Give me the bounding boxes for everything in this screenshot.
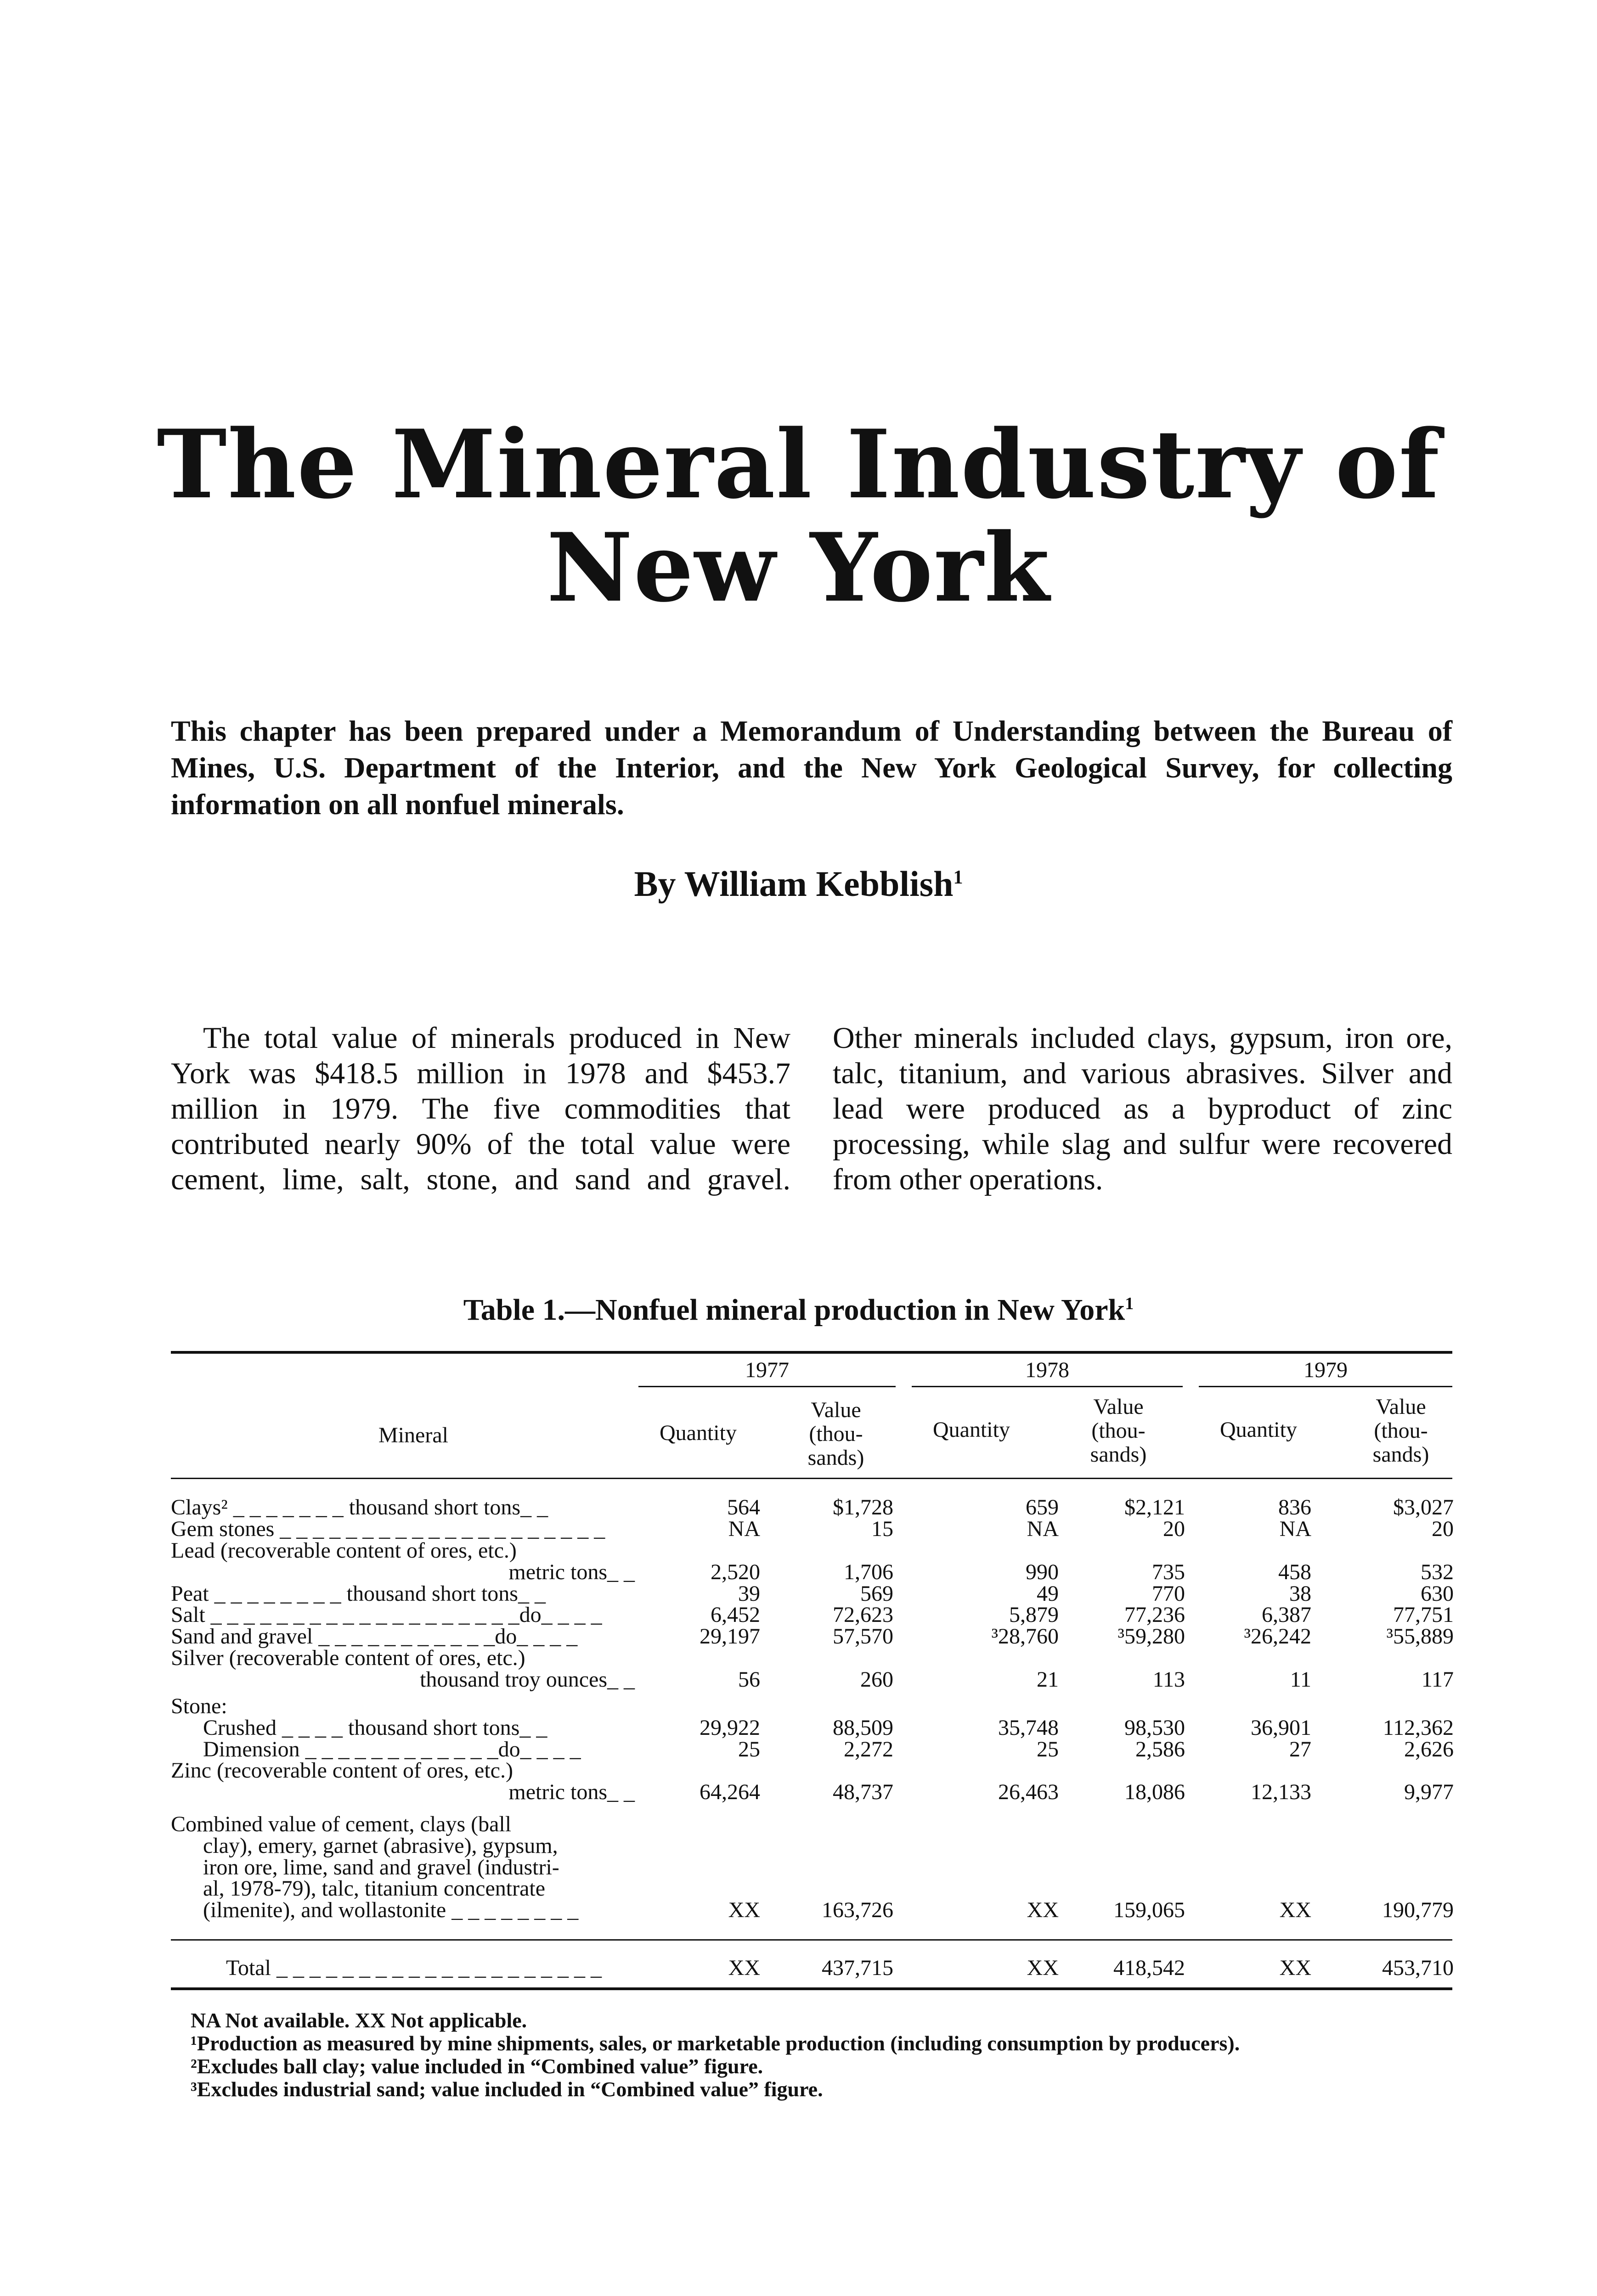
column-value-label: (thou- bbox=[1374, 1418, 1428, 1443]
value-cell-q77: 64,264 bbox=[700, 1780, 760, 1804]
mineral-cell: thousand troy ounces_ _ bbox=[420, 1667, 635, 1692]
table-row bbox=[171, 1812, 1452, 1835]
table-header-rule bbox=[171, 1478, 1452, 1479]
byline bbox=[0, 863, 1597, 905]
value-cell-v77: 569 bbox=[860, 1581, 893, 1606]
value-cell-q77: 25 bbox=[738, 1737, 760, 1761]
value-cell-q77: NA bbox=[728, 1517, 760, 1541]
column-value-label: Value bbox=[1376, 1395, 1426, 1419]
table-row bbox=[171, 1897, 1452, 1920]
mineral-cell: Peat _ _ _ _ _ _ _ _ thousand short tons_ _ bbox=[171, 1581, 546, 1606]
value-cell-v78: 98,530 bbox=[1124, 1716, 1185, 1740]
value-cell-v79: $3,027 bbox=[1393, 1495, 1454, 1519]
year-1977: 1977 bbox=[745, 1358, 789, 1382]
value-cell-v78: 20 bbox=[1163, 1517, 1185, 1541]
table-row bbox=[171, 1645, 1452, 1668]
value-cell-v78: 159,065 bbox=[1113, 1898, 1185, 1922]
mineral-cell: metric tons_ _ bbox=[508, 1780, 635, 1804]
value-cell-q77: 29,197 bbox=[700, 1624, 760, 1649]
value-cell-v78: 113 bbox=[1152, 1667, 1185, 1692]
table-title-footnote: 1 bbox=[1125, 1294, 1134, 1313]
chapter-title bbox=[0, 410, 1597, 623]
value-cell-q78: 25 bbox=[1037, 1737, 1059, 1761]
column-quantity-1979: Quantity bbox=[1220, 1418, 1297, 1442]
mineral-cell: metric tons_ _ bbox=[508, 1560, 635, 1584]
chapter-title-line-2: New York bbox=[547, 513, 1050, 623]
value-cell-v77: $1,728 bbox=[833, 1495, 893, 1519]
value-cell-v79: 2,626 bbox=[1404, 1737, 1454, 1761]
intro-statement: This chapter has been prepared under a Memorandum of Understanding between the Bureau of Mines, U.S. Department of the Interior, and the New York Geological Survey, for collecting information on all nonfuel minerals. bbox=[171, 715, 1452, 821]
table-row bbox=[171, 1715, 1452, 1738]
mineral-cell: Lead (recoverable content of ores, etc.) bbox=[171, 1538, 517, 1563]
mineral-cell: Clays² _ _ _ _ _ _ _ thousand short tons_ _ bbox=[171, 1495, 548, 1519]
value-cell-v77: 88,509 bbox=[833, 1716, 893, 1740]
value-cell-q77: 56 bbox=[738, 1667, 760, 1692]
value-cell-v77: 48,737 bbox=[833, 1780, 893, 1804]
column-value-label: sands) bbox=[807, 1446, 864, 1470]
table-row bbox=[171, 1581, 1452, 1604]
mineral-cell: Gem stones _ _ _ _ _ _ _ _ _ _ _ _ _ _ _ _ _ _ _ _ bbox=[171, 1517, 605, 1541]
year-1979: 1979 bbox=[1304, 1358, 1348, 1382]
footnote-1: ¹Production as measured by mine shipments, sales, or marketable production (including consumption by producers). bbox=[191, 2032, 1240, 2055]
chapter-title-line-1: The Mineral Industry of bbox=[157, 410, 1440, 520]
value-cell-q79: 6,387 bbox=[1262, 1603, 1311, 1627]
table-row bbox=[171, 1559, 1452, 1582]
table-row bbox=[171, 1538, 1452, 1561]
column-value-1979 bbox=[1350, 1395, 1451, 1467]
table-row bbox=[171, 1602, 1452, 1625]
value-cell-q79: XX bbox=[1279, 1898, 1311, 1922]
column-quantity-1978: Quantity bbox=[933, 1418, 1010, 1442]
value-cell-q78: 49 bbox=[1037, 1581, 1059, 1606]
value-cell-v78: 77,236 bbox=[1124, 1603, 1185, 1627]
table-row bbox=[171, 1779, 1452, 1802]
table-row bbox=[171, 1833, 1452, 1856]
value-cell-v79: 9,977 bbox=[1404, 1780, 1454, 1804]
value-cell-q79: 11 bbox=[1290, 1667, 1311, 1692]
value-cell-q79: 27 bbox=[1289, 1737, 1311, 1761]
value-cell-q78: 5,879 bbox=[1009, 1603, 1059, 1627]
value-cell-q78: NA bbox=[1027, 1517, 1059, 1541]
value-cell-v79: 190,779 bbox=[1382, 1898, 1454, 1922]
table-row bbox=[171, 1667, 1452, 1690]
column-value-label: (thou- bbox=[809, 1422, 863, 1446]
table-row bbox=[171, 1876, 1452, 1899]
value-cell-q77: 39 bbox=[738, 1581, 760, 1606]
total-cell-v77: 437,715 bbox=[822, 1956, 893, 1980]
year-1979-rule bbox=[1199, 1386, 1452, 1387]
mineral-cell: Silver (recoverable content of ores, etc.) bbox=[171, 1646, 525, 1670]
value-cell-v77: 260 bbox=[860, 1667, 893, 1692]
value-cell-v79: 77,751 bbox=[1393, 1603, 1454, 1627]
table-bottom-rule bbox=[171, 1987, 1452, 1990]
total-cell-q78: XX bbox=[1027, 1956, 1059, 1980]
value-cell-q77: 29,922 bbox=[700, 1716, 760, 1740]
total-cell-q77: XX bbox=[728, 1956, 760, 1980]
body-text bbox=[171, 1020, 1452, 1197]
footnotes bbox=[191, 2009, 1467, 2101]
table-row bbox=[171, 1516, 1452, 1539]
column-value-label: Value bbox=[811, 1398, 861, 1422]
value-cell-q79: ³26,242 bbox=[1244, 1624, 1311, 1649]
value-cell-v79: 117 bbox=[1421, 1667, 1454, 1692]
total-cell-v78: 418,542 bbox=[1113, 1956, 1185, 1980]
value-cell-q78: 21 bbox=[1037, 1667, 1059, 1692]
mineral-cell: Crushed _ _ _ _ thousand short tons_ _ bbox=[203, 1716, 547, 1740]
mineral-cell: Salt _ _ _ _ _ _ _ _ _ _ _ _ _ _ _ _ _ _ _do_ _ _ _ bbox=[171, 1603, 602, 1627]
value-cell-q77: 564 bbox=[727, 1495, 760, 1519]
value-cell-v79: ³55,889 bbox=[1386, 1624, 1454, 1649]
author-name: By William Kebblish bbox=[634, 864, 954, 904]
year-1977-rule bbox=[638, 1386, 896, 1387]
year-1978-rule bbox=[912, 1386, 1183, 1387]
table-row bbox=[171, 1624, 1452, 1647]
mineral-cell: Zinc (recoverable content of ores, etc.) bbox=[171, 1758, 513, 1783]
column-value-label: sands) bbox=[1372, 1442, 1429, 1467]
total-label: Total _ _ _ _ _ _ _ _ _ _ _ _ _ _ _ _ _ _ _ _ bbox=[226, 1956, 602, 1980]
column-value-label: Value bbox=[1093, 1395, 1144, 1419]
footnote-3: ³Excludes industrial sand; value included in “Combined value” figure. bbox=[191, 2077, 823, 2101]
value-cell-v78: 735 bbox=[1152, 1560, 1185, 1584]
table-row bbox=[171, 1694, 1452, 1716]
value-cell-q78: 990 bbox=[1026, 1560, 1059, 1584]
value-cell-q77: 6,452 bbox=[711, 1603, 760, 1627]
mineral-cell: Sand and gravel _ _ _ _ _ _ _ _ _ _ _do_ _ _ _ bbox=[171, 1624, 578, 1649]
footnote-2: ²Excludes ball clay; value included in “Combined value” figure. bbox=[191, 2054, 763, 2078]
total-cell-v79: 453,710 bbox=[1382, 1956, 1454, 1980]
table-row bbox=[171, 1758, 1452, 1781]
value-cell-v77: 72,623 bbox=[833, 1603, 893, 1627]
value-cell-q79: 12,133 bbox=[1251, 1780, 1311, 1804]
value-cell-q79: 458 bbox=[1278, 1560, 1311, 1584]
value-cell-q79: 836 bbox=[1278, 1495, 1311, 1519]
value-cell-v78: 2,586 bbox=[1135, 1737, 1185, 1761]
column-value-1977 bbox=[785, 1398, 886, 1470]
mineral-cell: Dimension _ _ _ _ _ _ _ _ _ _ _ _do_ _ _ _ bbox=[203, 1737, 581, 1761]
value-cell-v77: 2,272 bbox=[844, 1737, 893, 1761]
mineral-cell: iron ore, lime, sand and gravel (industri- bbox=[203, 1855, 559, 1880]
table-title bbox=[0, 1293, 1597, 1328]
total-top-rule bbox=[171, 1939, 1452, 1941]
mineral-cell: (ilmenite), and wollastonite _ _ _ _ _ _ _ _ bbox=[203, 1898, 579, 1922]
value-cell-q79: NA bbox=[1279, 1517, 1311, 1541]
value-cell-q79: 38 bbox=[1289, 1581, 1311, 1606]
table-row bbox=[171, 1495, 1452, 1518]
column-value-label: (thou- bbox=[1091, 1418, 1146, 1443]
column-mineral: Mineral bbox=[378, 1423, 448, 1447]
table-top-rule bbox=[171, 1351, 1452, 1354]
body-paragraph: The total value of minerals produced in New York was $418.5 million in 1978 and $453.7 million in 1979. The five commodities that contributed nearly 90% of the total value were cement, lime, salt, stone, and sand and gravel. Other minerals included clays, gypsum, iron ore, talc, titanium, and various abrasives. Silver and lead were produced as a byproduct of zinc processing, while slag and sulfur were recovered from other operations. bbox=[171, 1021, 1452, 1196]
value-cell-v79: 20 bbox=[1432, 1517, 1454, 1541]
column-value-label: sands) bbox=[1090, 1442, 1147, 1467]
value-cell-v77: 163,726 bbox=[822, 1898, 893, 1922]
value-cell-v78: 18,086 bbox=[1124, 1780, 1185, 1804]
value-cell-v77: 15 bbox=[871, 1517, 893, 1541]
mineral-cell: Stone: bbox=[171, 1694, 227, 1718]
value-cell-q79: 36,901 bbox=[1251, 1716, 1311, 1740]
footnote-abbreviations: NA Not available. XX Not applicable. bbox=[191, 2009, 527, 2032]
value-cell-v79: 532 bbox=[1421, 1560, 1454, 1584]
value-cell-v78: $2,121 bbox=[1124, 1495, 1185, 1519]
value-cell-q78: 659 bbox=[1026, 1495, 1059, 1519]
value-cell-q78: 26,463 bbox=[998, 1780, 1059, 1804]
value-cell-q77: XX bbox=[728, 1898, 760, 1922]
value-cell-v78: 770 bbox=[1152, 1581, 1185, 1606]
value-cell-q78: ³28,760 bbox=[991, 1624, 1059, 1649]
value-cell-q77: 2,520 bbox=[711, 1560, 760, 1584]
value-cell-v78: ³59,280 bbox=[1117, 1624, 1185, 1649]
value-cell-v79: 112,362 bbox=[1383, 1716, 1454, 1740]
value-cell-v77: 1,706 bbox=[844, 1560, 893, 1584]
table-row bbox=[171, 1855, 1452, 1878]
table-row bbox=[171, 1737, 1452, 1760]
mineral-cell: clay), emery, garnet (abrasive), gypsum, bbox=[203, 1834, 558, 1858]
mineral-cell: al, 1978-79), talc, titanium concentrate bbox=[203, 1876, 546, 1901]
year-1978: 1978 bbox=[1025, 1358, 1069, 1382]
value-cell-v79: 630 bbox=[1421, 1581, 1454, 1606]
value-cell-q78: 35,748 bbox=[998, 1716, 1059, 1740]
column-quantity-1977: Quantity bbox=[660, 1421, 737, 1445]
table-title-text: Table 1.—Nonfuel mineral production in New York bbox=[463, 1293, 1125, 1327]
column-value-1978 bbox=[1066, 1395, 1171, 1467]
mineral-cell: Combined value of cement, clays (ball bbox=[171, 1812, 512, 1836]
value-cell-v77: 57,570 bbox=[833, 1624, 893, 1649]
author-footnote-marker: 1 bbox=[953, 867, 963, 888]
value-cell-q78: XX bbox=[1027, 1898, 1059, 1922]
total-cell-q79: XX bbox=[1279, 1956, 1311, 1980]
